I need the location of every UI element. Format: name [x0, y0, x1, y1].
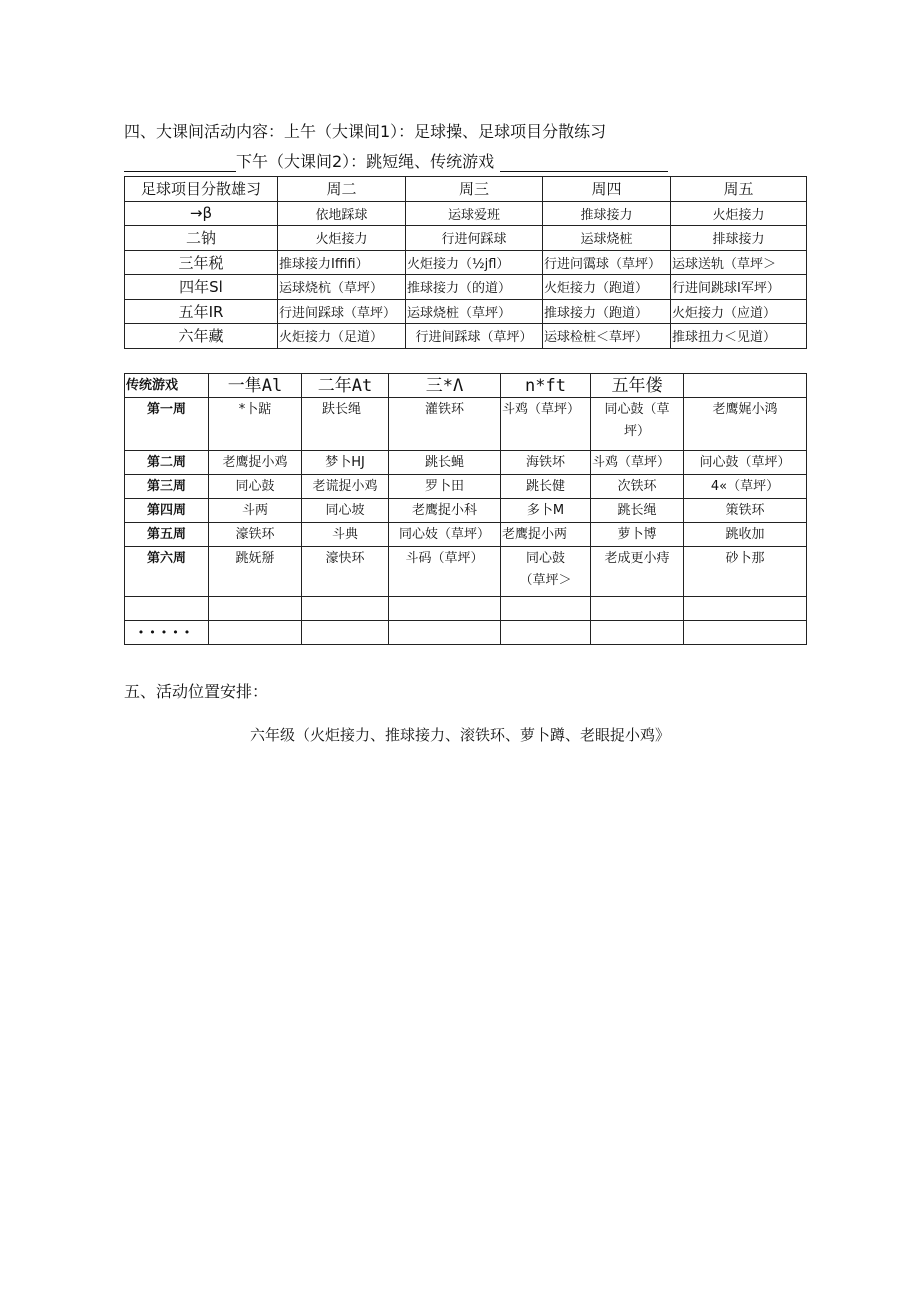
table-cell: 老成更小痔: [591, 547, 684, 597]
table-cell: [209, 621, 302, 645]
table-cell: [684, 621, 807, 645]
table-cell: *卜踮: [209, 398, 302, 451]
table-cell: 运球烧桩: [543, 226, 671, 251]
header-cell: n*ft: [501, 374, 591, 398]
table-cell: 推球接力Iffifi）: [278, 250, 406, 275]
ellipsis-row-label: •••••: [125, 621, 209, 645]
football-practice-table: [124, 176, 807, 349]
table-row: [125, 324, 807, 349]
row-label: [125, 597, 209, 621]
table-row: [125, 597, 807, 621]
table-header-row: [125, 177, 807, 202]
table-cell: 策铁环: [684, 499, 807, 523]
header-cell: 二年At: [302, 374, 389, 398]
header-cell: [684, 374, 807, 398]
table-cell: 同心妓（草坪）: [389, 523, 501, 547]
table-cell: 多卜M: [501, 499, 591, 523]
table-cell: 火炬接力（跑道）: [543, 275, 671, 300]
header-cell: 一隼Al: [209, 374, 302, 398]
table-cell: [302, 621, 389, 645]
table-row: [125, 475, 807, 499]
row-label: 三年税: [125, 250, 278, 275]
header-cell: 足球项目分散雄习: [125, 177, 278, 202]
table-cell: 跳收加: [684, 523, 807, 547]
table-row: [125, 226, 807, 251]
table-cell: 同心鼓（草坪）: [591, 398, 684, 451]
table-cell: 跳长蝇: [389, 451, 501, 475]
header-cell: 周四: [543, 177, 671, 202]
table-cell: [389, 621, 501, 645]
table-cell: 运球检桩＜草坪）: [543, 324, 671, 349]
header-cell: 五年偻: [591, 374, 684, 398]
table-cell: 斗典: [302, 523, 389, 547]
row-label: 第三周: [125, 475, 209, 499]
table-cell: 排球接力: [671, 226, 807, 251]
table-cell: [302, 597, 389, 621]
table-cell: 行进间踩球（草坪）: [278, 299, 406, 324]
table-row: [125, 621, 807, 645]
table-cell: [209, 597, 302, 621]
table-cell: 依地踩球: [278, 201, 406, 226]
section5-summary: 六年级（火炬接力、推球接力、滚铁环、萝卜蹲、老眼捉小鸡》: [250, 728, 671, 744]
table-cell: 4«（草坪）: [684, 475, 807, 499]
row-label: 二钠: [125, 226, 278, 251]
table-cell: 行进间踩球（草坪）: [406, 324, 543, 349]
table-row: [125, 275, 807, 300]
table-cell: 行进间跳球I军坪）: [671, 275, 807, 300]
table-cell: 灌铁环: [389, 398, 501, 451]
afternoon-text: 下午（大课间2）：跳短绳、传统游戏: [236, 152, 495, 171]
table-cell: [684, 597, 807, 621]
header-cell: 传统游戏: [125, 374, 209, 398]
table-cell: 老鹰捉小鸡: [209, 451, 302, 475]
table-cell: 斗鸡（草坪）: [591, 451, 684, 475]
table-cell: 罗卜田: [389, 475, 501, 499]
row-label: 第四周: [125, 499, 209, 523]
table-cell: 同心鼓: [209, 475, 302, 499]
table-cell: 濠铁环: [209, 523, 302, 547]
table-row: [125, 250, 807, 275]
row-label: 五年IR: [125, 299, 278, 324]
table-cell: 老鹰娓小鸿: [684, 398, 807, 451]
table-cell: 次铁环: [591, 475, 684, 499]
table-cell: 推球接力（的道）: [406, 275, 543, 300]
table-cell: 问心鼓（草坪）: [684, 451, 807, 475]
blank-underline-left: [124, 155, 236, 172]
table-row: [125, 451, 807, 475]
header-cell: 三*Λ: [389, 374, 501, 398]
table-cell: 火炬接力（足道）: [278, 324, 406, 349]
header-cell: 周三: [406, 177, 543, 202]
table-header-row: [125, 374, 807, 398]
header-cell: 周五: [671, 177, 807, 202]
table-cell: 行进问霭球（草坪）: [543, 250, 671, 275]
table-cell: 火炬接力（½jfl）: [406, 250, 543, 275]
table-cell: 老谎捉小鸡: [302, 475, 389, 499]
row-label: 第五周: [125, 523, 209, 547]
table-cell: 砂卜那: [684, 547, 807, 597]
row-label: 四年Sl: [125, 275, 278, 300]
table-cell: 推球扭力＜见道）: [671, 324, 807, 349]
table-cell: 火炬接力: [278, 226, 406, 251]
table-cell: 运球烧桩（草坪）: [406, 299, 543, 324]
row-label: 第二周: [125, 451, 209, 475]
table-cell: 行进何踩球: [406, 226, 543, 251]
table-cell: 运球烧杭（草坪）: [278, 275, 406, 300]
section4-afternoon-line: [124, 152, 668, 172]
blank-underline-right: [500, 155, 668, 172]
row-label: 第六周: [125, 547, 209, 597]
table-cell: 斗两: [209, 499, 302, 523]
table-cell: 斗码（草坪）: [389, 547, 501, 597]
table-cell: [389, 597, 501, 621]
table-cell: 推球接力: [543, 201, 671, 226]
table-cell: [501, 597, 591, 621]
table-cell: 推球接力（跑道）: [543, 299, 671, 324]
table-cell: 老鹰捉小两: [501, 523, 591, 547]
table-cell: 同心坡: [302, 499, 389, 523]
table-cell: 同心鼓（草坪＞: [501, 547, 591, 597]
table-cell: 趺长绳: [302, 398, 389, 451]
section4-heading: 四、大课间活动内容：上午（大课间1）：足球操、足球项目分散练习: [124, 122, 607, 141]
table-cell: 火炬接力（应道）: [671, 299, 807, 324]
table-cell: [591, 597, 684, 621]
table-cell: 梦卜HJ: [302, 451, 389, 475]
table-cell: 跳长绳: [591, 499, 684, 523]
table-cell: 跳妩掰: [209, 547, 302, 597]
row-label: 第一周: [125, 398, 209, 451]
traditional-games-table: [124, 373, 807, 645]
table-cell: 运球送轨（草坪＞: [671, 250, 807, 275]
row-label: 六年藏: [125, 324, 278, 349]
header-cell: 周二: [278, 177, 406, 202]
table-cell: [591, 621, 684, 645]
table-row: [125, 201, 807, 226]
table-cell: 萝卜博: [591, 523, 684, 547]
table-cell: 火炬接力: [671, 201, 807, 226]
table-cell: 海铁坏: [501, 451, 591, 475]
table-row: [125, 499, 807, 523]
table-row: [125, 523, 807, 547]
table-cell: [501, 621, 591, 645]
table-row: [125, 398, 807, 451]
table-cell: 跳长健: [501, 475, 591, 499]
table-cell: 运球爱班: [406, 201, 543, 226]
table-cell: 老鹰捉小科: [389, 499, 501, 523]
row-label: →β: [125, 201, 278, 226]
table-cell: 濠快环: [302, 547, 389, 597]
table-row: [125, 547, 807, 597]
table-row: [125, 299, 807, 324]
section5-heading: 五、活动位置安排：: [124, 682, 269, 701]
table-cell: 斗鸡（草坪）: [501, 398, 591, 451]
